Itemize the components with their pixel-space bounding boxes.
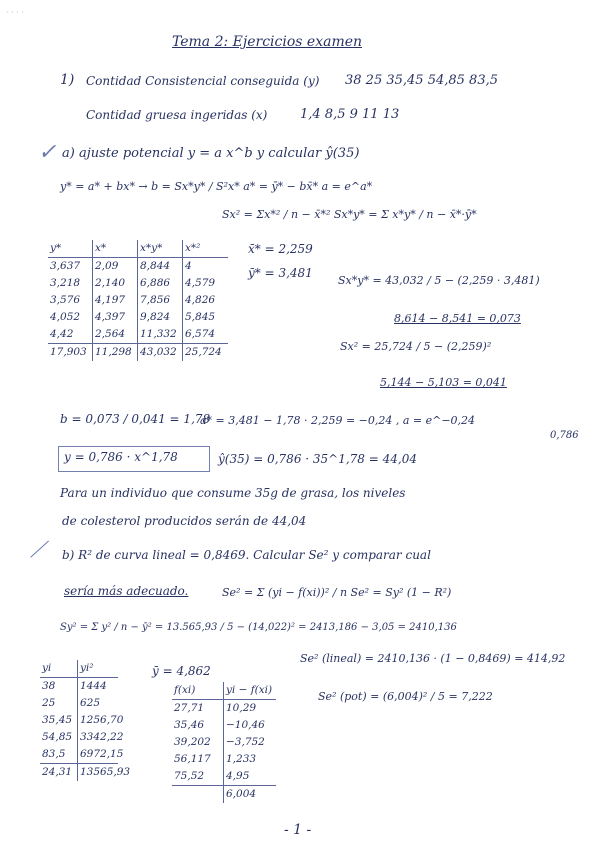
- sy2-formula: Sy² = Σ y² / n − ȳ² = 13.565,93 / 5 − (14,022)² = 2413,186 − 3,05 = 2410,136: [60, 622, 457, 633]
- residuals-header-cell: yi − f(xi): [226, 684, 273, 696]
- table-total-cell: 6,004: [226, 788, 257, 800]
- table-cell: 6972,15: [80, 748, 124, 760]
- table-cell: 83,5: [40, 746, 78, 763]
- y-table: [40, 660, 131, 781]
- table-totals-row: [40, 763, 131, 781]
- table-cell: 4,826: [185, 294, 216, 306]
- residuals-table: [172, 682, 276, 803]
- model-equation: y = 0,786 · x^1,78: [64, 450, 178, 464]
- table-cell: 3,637: [48, 258, 93, 275]
- table-row: [48, 275, 228, 292]
- margin-dots: · · · ·: [6, 8, 24, 17]
- table-row: [172, 734, 276, 751]
- table-cell: 2,140: [93, 275, 138, 292]
- table-cell: −3,752: [226, 736, 265, 748]
- table-totals-row: [172, 785, 276, 803]
- y-table-header-cell: yi: [40, 660, 78, 677]
- y-table-header: [40, 660, 118, 678]
- table-row: [40, 695, 118, 712]
- sx2-result: 5,144 − 5,103 = 0,041: [380, 376, 507, 389]
- part-a-heading: a) ajuste potencial y = a x^b y calcular ŷ(35): [62, 146, 360, 161]
- table-total-cell: 17,903: [48, 344, 93, 361]
- table-cell: 6,886: [138, 275, 183, 292]
- table-cell: 25: [40, 695, 78, 712]
- log-table-header-cell: y*: [48, 240, 93, 257]
- table-cell: 4,197: [93, 292, 138, 309]
- b-calculation: b = 0,073 / 0,041 = 1,78: [60, 412, 211, 426]
- table-row: [40, 729, 124, 746]
- table-cell: 54,85: [40, 729, 78, 746]
- table-row: [48, 292, 228, 309]
- log-table-header: [48, 240, 228, 258]
- table-total-cell: 25,724: [185, 346, 222, 358]
- se-pot: Se² (pot) = (6,004)² / 5 = 7,222: [318, 690, 493, 703]
- table-row: [172, 700, 276, 717]
- table-cell: 10,29: [226, 702, 257, 714]
- table-cell: 35,46: [172, 717, 224, 734]
- row2-values: 1,4 8,5 9 11 13: [300, 107, 400, 122]
- se-formula: Se² = Σ (yi − f(xi))² / n Se² = Sy² (1 − R²): [222, 586, 452, 599]
- table-row: [172, 751, 276, 768]
- table-row: [40, 712, 124, 729]
- table-cell: 56,117: [172, 751, 224, 768]
- a-calculation: a* = 3,481 − 1,78 · 2,259 = −0,24 , a = e^−0,24: [200, 414, 476, 427]
- residuals-table-header: [172, 682, 276, 700]
- table-total-cell: 11,298: [93, 344, 138, 361]
- mean-x: x̄* = 2,259: [248, 242, 313, 256]
- table-cell: 4,42: [48, 326, 93, 343]
- check-mark-icon: ✓: [38, 140, 57, 165]
- table-row: [40, 746, 124, 763]
- page-title: Tema 2: Ejercicios examen: [172, 34, 363, 50]
- table-cell: 11,332: [138, 326, 183, 343]
- table-total-cell: [172, 786, 224, 803]
- table-cell: 3342,22: [80, 731, 124, 743]
- table-row: [48, 309, 228, 326]
- table-cell: 9,824: [138, 309, 183, 326]
- table-row: [48, 326, 228, 343]
- sx2-formula: Sx² = 25,724 / 5 − (2,259)²: [340, 340, 492, 353]
- se-linear: Se² (lineal) = 2410,136 · (1 − 0,8469) = 414,92: [300, 652, 566, 665]
- residuals-header-cell: f(xi): [172, 682, 224, 699]
- table-cell: 2,564: [93, 326, 138, 343]
- a-value: 0,786: [550, 430, 579, 441]
- mean-y: ȳ* = 3,481: [248, 266, 313, 280]
- table-cell: 1444: [80, 680, 107, 692]
- row1-values: 38 25 35,45 54,85 83,5: [345, 73, 498, 88]
- conclusion-line-1: Para un individuo que consume 35g de grasa, los niveles: [60, 486, 406, 500]
- table-cell: 6,574: [185, 328, 216, 340]
- table-cell: 27,71: [172, 700, 224, 717]
- table-cell: 4,052: [48, 309, 93, 326]
- y-table-header-cell: yi²: [80, 662, 94, 674]
- table-row: [172, 717, 276, 734]
- log-table-header-cell: x*y*: [138, 240, 183, 257]
- table-cell: 4,95: [226, 770, 250, 782]
- log-table: [48, 240, 228, 361]
- table-row: [40, 678, 118, 695]
- row2-label: Contidad gruesa ingeridas (x): [86, 108, 268, 122]
- table-cell: 4: [185, 260, 192, 272]
- table-row: [48, 258, 228, 275]
- row1-label: Contidad Consistencial conseguida (y): [86, 74, 320, 88]
- table-cell: 1,233: [226, 753, 257, 765]
- page-number: - 1 -: [284, 822, 312, 838]
- formula-linearized: y* = a* + bx* → b = Sx*y* / S²x* a* = ȳ* − bx̄* a = e^a*: [60, 180, 373, 193]
- part-b-heading-2: sería más adecuado.: [64, 584, 189, 598]
- sxy-formula: Sx*y* = 43,032 / 5 − (2,259 · 3,481): [338, 274, 540, 287]
- table-cell: 5,845: [185, 311, 216, 323]
- log-table-header-cell: x*: [93, 240, 138, 257]
- table-cell: 8,844: [138, 258, 183, 275]
- table-cell: 39,202: [172, 734, 224, 751]
- formula-variances: Sx² = Σx*² / n − x̄*² Sx*y* = Σ x*y* / n − x̄*·ȳ*: [222, 208, 477, 221]
- table-totals-row: [48, 343, 228, 361]
- table-total-cell: 13565,93: [80, 766, 131, 778]
- table-cell: 625: [80, 697, 101, 709]
- table-cell: 4,397: [93, 309, 138, 326]
- table-cell: 4,579: [185, 277, 216, 289]
- log-table-header-cell: x*²: [185, 242, 201, 254]
- table-cell: 1256,70: [80, 714, 124, 726]
- table-cell: 2,09: [93, 258, 138, 275]
- part-b-heading-1: b) R² de curva lineal = 0,8469. Calcular Se² y comparar cual: [62, 548, 431, 562]
- margin-mark-icon: ⟋: [30, 538, 46, 563]
- prediction: ŷ(35) = 0,786 · 35^1,78 = 44,04: [218, 452, 417, 466]
- table-cell: −10,46: [226, 719, 265, 731]
- table-cell: 3,576: [48, 292, 93, 309]
- sxy-result: 8,614 − 8,541 = 0,073: [394, 312, 521, 325]
- table-cell: 35,45: [40, 712, 78, 729]
- y-mean: ȳ = 4,862: [152, 664, 211, 678]
- conclusion-line-2: de colesterol producidos serán de 44,04: [62, 514, 307, 528]
- table-cell: 75,52: [172, 768, 224, 785]
- table-cell: 3,218: [48, 275, 93, 292]
- table-total-cell: 24,31: [40, 764, 78, 781]
- table-total-cell: 43,032: [138, 344, 183, 361]
- table-cell: 7,856: [138, 292, 183, 309]
- problem-number: 1): [60, 72, 75, 88]
- table-cell: 38: [40, 678, 78, 695]
- table-row: [172, 768, 276, 785]
